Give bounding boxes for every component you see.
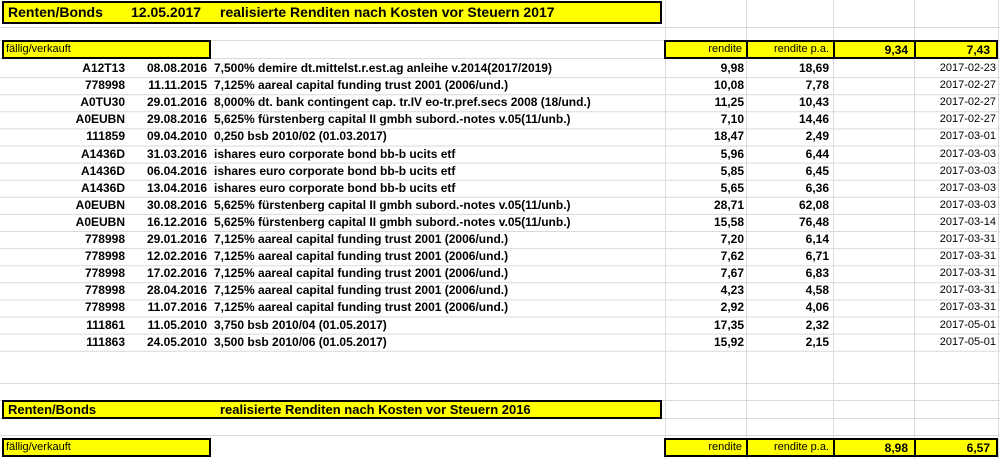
rendite-cell: 4,23 <box>720 283 744 298</box>
rendite-pa-cell: 2,15 <box>805 334 829 349</box>
rendite-pa-cell: 10,43 <box>798 95 829 110</box>
total-rendite-box <box>833 40 916 59</box>
rendite-cell: 7,10 <box>720 112 744 127</box>
rendite-cell: 17,35 <box>713 317 744 332</box>
wkn-cell: 778998 <box>84 300 125 315</box>
header-rendite-pa: rendite p.a. <box>773 441 829 453</box>
date-cell: 12.02.2016 <box>146 249 207 264</box>
security-name-cell: 5,625% fürstenberg capital II gmbh subord.-notes v.05(11/unb.) <box>214 112 571 127</box>
rendite-cell: 28,71 <box>713 197 744 212</box>
security-name-cell: 3,500 bsb 2010/06 (01.05.2017) <box>214 334 387 349</box>
section-title: Renten/Bonds <box>8 402 97 417</box>
total-rendite-pa-box <box>914 40 998 59</box>
date-cell: 31.03.2016 <box>146 146 207 161</box>
end-date-cell: 2017-05-01 <box>939 318 996 331</box>
rendite-pa-cell: 6,14 <box>805 232 829 246</box>
total-rendite-box <box>833 438 916 457</box>
date-cell: 17.02.2016 <box>146 266 207 281</box>
wkn-cell: 111859 <box>86 129 125 144</box>
security-name-cell: 7,125% aareal capital funding trust 2001 (2006/und.) <box>214 249 509 264</box>
end-date-cell: 2017-03-31 <box>939 250 996 263</box>
rendite-cell: 7,62 <box>720 249 744 264</box>
total-rendite: 9,34 <box>884 43 908 57</box>
end-date-cell: 2017-03-01 <box>939 130 996 143</box>
total-rendite-pa-box <box>914 438 998 457</box>
date-cell: 29.08.2016 <box>146 112 207 127</box>
rendite-pa-cell: 14,46 <box>798 112 829 127</box>
rendite-pa-cell: 2,49 <box>805 129 829 144</box>
wkn-cell: A0EUBN <box>75 214 125 229</box>
end-date-cell: 2017-02-27 <box>939 79 996 92</box>
header-label: fällig/verkauft <box>6 441 71 453</box>
date-cell: 29.01.2016 <box>146 232 207 246</box>
security-name-cell: 0,250 bsb 2010/02 (01.03.2017) <box>214 129 387 144</box>
total-rendite-pa: 6,57 <box>966 441 990 455</box>
rendite-cell: 7,67 <box>720 266 744 281</box>
wkn-cell: A0EUBN <box>75 112 125 127</box>
header-rendite-box <box>664 438 748 457</box>
date-cell: 29.01.2016 <box>146 95 207 110</box>
date-cell: 08.08.2016 <box>146 61 207 75</box>
end-date-cell: 2017-03-14 <box>939 215 996 228</box>
wkn-cell: 778998 <box>84 249 125 264</box>
end-date-cell: 2017-03-31 <box>939 233 996 245</box>
section-title: Renten/Bonds <box>8 4 103 20</box>
section-subtitle: realisierte Renditen nach Kosten vor Steuern 2016 <box>220 402 531 417</box>
security-name-cell: ishares euro corporate bond bb-b ucits etf <box>214 146 456 161</box>
rendite-pa-cell: 76,48 <box>798 214 829 229</box>
end-date-cell: 2017-03-03 <box>939 198 996 211</box>
end-date-cell: 2017-05-01 <box>939 335 996 348</box>
rendite-cell: 5,85 <box>720 163 744 178</box>
end-date-cell: 2017-03-31 <box>939 301 996 314</box>
rendite-cell: 15,58 <box>713 214 744 229</box>
header-rendite-pa-box <box>746 438 835 457</box>
rendite-cell: 18,47 <box>713 129 744 144</box>
security-name-cell: 7,125% aareal capital funding trust 2001 (2006/und.) <box>214 300 509 315</box>
wkn-cell: 111863 <box>86 334 125 349</box>
wkn-cell: 111861 <box>86 317 125 332</box>
date-cell: 24.05.2010 <box>146 334 207 349</box>
date-cell: 16.12.2016 <box>146 214 207 229</box>
rendite-cell: 9,98 <box>720 61 744 75</box>
security-name-cell: 5,625% fürstenberg capital II gmbh subord.-notes v.05(11/unb.) <box>214 214 571 229</box>
rendite-pa-cell: 6,44 <box>805 146 829 161</box>
date-cell: 28.04.2016 <box>146 283 207 298</box>
date-cell: 11.11.2015 <box>148 78 207 93</box>
report-date: 12.05.2017 <box>131 4 202 20</box>
date-cell: 30.08.2016 <box>146 197 207 212</box>
header-rendite: rendite <box>708 43 742 55</box>
rendite-pa-cell: 7,78 <box>805 78 829 93</box>
end-date-cell: 2017-03-03 <box>939 181 996 194</box>
wkn-cell: A1436D <box>80 146 125 161</box>
date-cell: 06.04.2016 <box>146 163 207 178</box>
header-label-box <box>2 40 211 59</box>
security-name-cell: ishares euro corporate bond bb-b ucits etf <box>214 180 456 195</box>
end-date-cell: 2017-02-27 <box>939 96 996 109</box>
wkn-cell: 778998 <box>84 78 125 93</box>
rendite-cell: 7,20 <box>720 232 744 246</box>
header-rendite-box <box>664 40 748 59</box>
wkn-cell: 778998 <box>84 283 125 298</box>
date-cell: 11.05.2010 <box>147 317 207 332</box>
date-cell: 11.07.2016 <box>147 300 207 315</box>
rendite-cell: 5,65 <box>720 180 744 195</box>
security-name-cell: 7,500% demire dt.mittelst.r.est.ag anleihe v.2014(2017/2019) <box>214 61 552 75</box>
rendite-pa-cell: 6,71 <box>805 249 829 264</box>
header-label: fällig/verkauft <box>6 43 71 55</box>
wkn-cell: A0EUBN <box>75 197 125 212</box>
wkn-cell: A1436D <box>80 163 125 178</box>
rendite-pa-cell: 62,08 <box>798 197 829 212</box>
wkn-cell: A1436D <box>80 180 125 195</box>
security-name-cell: 7,125% aareal capital funding trust 2001 (2006/und.) <box>214 283 509 298</box>
header-rendite-pa: rendite p.a. <box>773 43 829 55</box>
rendite-cell: 15,92 <box>713 334 744 349</box>
rendite-cell: 10,08 <box>713 78 744 93</box>
security-name-cell: 7,125% aareal capital funding trust 2001 (2006/und.) <box>214 266 509 281</box>
wkn-cell: A0TU30 <box>80 95 125 110</box>
date-cell: 09.04.2010 <box>146 129 207 144</box>
section-title-bar-2017 <box>2 1 662 24</box>
rendite-pa-cell: 6,45 <box>805 163 829 178</box>
header-rendite-pa-box <box>746 40 835 59</box>
wkn-cell: A12T13 <box>82 61 125 75</box>
end-date-cell: 2017-03-31 <box>939 267 996 280</box>
end-date-cell: 2017-03-03 <box>939 147 996 160</box>
section-subtitle: realisierte Renditen nach Kosten vor Steuern 2017 <box>220 4 555 20</box>
rendite-pa-cell: 2,32 <box>805 317 829 332</box>
security-name-cell: ishares euro corporate bond bb-b ucits etf <box>214 163 456 178</box>
rendite-cell: 11,25 <box>714 95 744 110</box>
section-title-bar-2016 <box>2 400 662 419</box>
security-name-cell: 8,000% dt. bank contingent cap. tr.IV eo-tr.pref.secs 2008 (18/und.) <box>214 95 591 110</box>
rendite-cell: 2,92 <box>720 300 744 315</box>
rendite-pa-cell: 4,06 <box>805 300 829 315</box>
total-rendite-pa: 7,43 <box>966 43 990 57</box>
rendite-pa-cell: 6,83 <box>805 266 829 281</box>
header-label-box <box>2 438 211 457</box>
rendite-pa-cell: 6,36 <box>805 180 829 195</box>
security-name-cell: 3,750 bsb 2010/04 (01.05.2017) <box>214 317 387 332</box>
security-name-cell: 7,125% aareal capital funding trust 2001 (2006/und.) <box>214 78 509 93</box>
security-name-cell: 7,125% aareal capital funding trust 2001 (2006/und.) <box>214 232 509 246</box>
total-rendite: 8,98 <box>884 441 908 455</box>
end-date-cell: 2017-02-27 <box>939 113 996 126</box>
end-date-cell: 2017-03-03 <box>939 164 996 177</box>
end-date-cell: 2017-02-23 <box>939 62 996 74</box>
security-name-cell: 5,625% fürstenberg capital II gmbh subord.-notes v.05(11/unb.) <box>214 197 571 212</box>
end-date-cell: 2017-03-31 <box>939 284 996 297</box>
wkn-cell: 778998 <box>84 266 125 281</box>
header-rendite: rendite <box>708 441 742 453</box>
wkn-cell: 778998 <box>84 232 125 246</box>
rendite-cell: 5,96 <box>720 146 744 161</box>
date-cell: 13.04.2016 <box>146 180 207 195</box>
rendite-pa-cell: 18,69 <box>798 61 829 75</box>
rendite-pa-cell: 4,58 <box>805 283 829 298</box>
